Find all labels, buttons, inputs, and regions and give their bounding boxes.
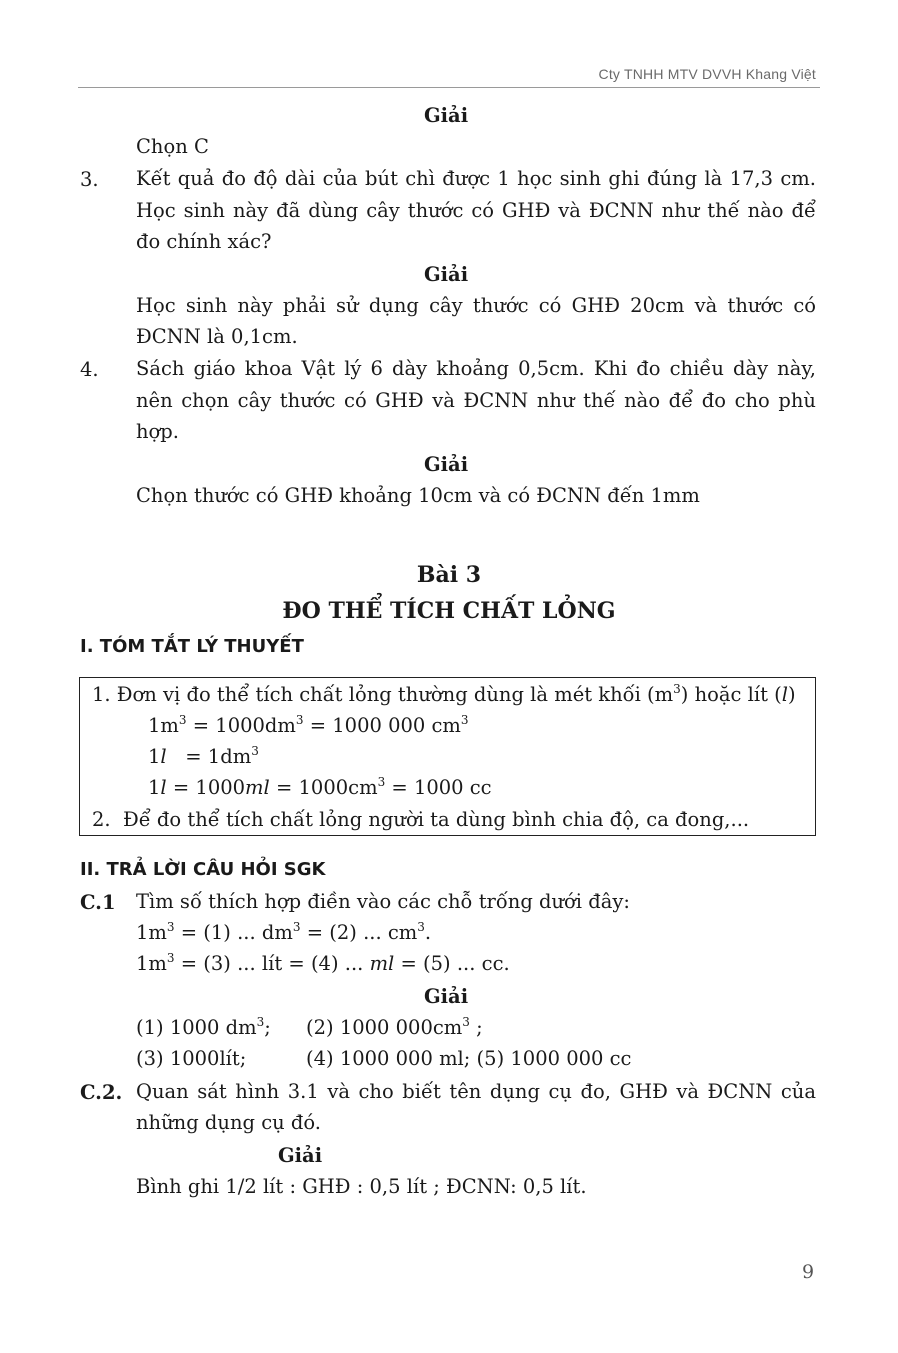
section-theory-heading: I. TÓM TẮT LÝ THUYẾT bbox=[80, 636, 304, 657]
c2-label: C.2. bbox=[80, 1081, 123, 1104]
c1-line-2: $1m^3 = (1)$ ... $dm^3 = (2)$ ... $cm^3$. bbox=[136, 920, 432, 944]
c1-question: Tìm số thích hợp điền vào các chỗ trống dưới đây: bbox=[136, 890, 630, 913]
c1-answer-4: (4) 1000 000 ml; (5) 1000 000 cc bbox=[306, 1047, 632, 1070]
q4-line-2: nên chọn cây thước có GHĐ và ĐCNN như thế nào để đo cho phù bbox=[136, 389, 816, 412]
c1-answer-2: (2) 1000 $000cm^3$ ; bbox=[306, 1015, 483, 1039]
theory-equation-3: $1l = 1000ml = 1000cm^3 = 1000$ cc bbox=[148, 775, 492, 799]
header-rule bbox=[78, 87, 820, 88]
c1-label: C.1 bbox=[80, 891, 116, 914]
q3-line-1: Kết quả đo độ dài của bút chì được 1 học sinh ghi đúng là 17,3 cm. bbox=[136, 167, 816, 190]
theory-equation-1: $1m^3 = 1000dm^3 = 1000$ 000 $cm^3$ bbox=[148, 713, 469, 737]
q4-line-1: Sách giáo khoa Vật lý 6 dày khoảng 0,5cm. Khi đo chiều dày này, bbox=[136, 357, 816, 380]
theory-item-1: 1. Đơn vị đo thể tích chất lỏng thường dùng là mét khối $(m^3)$ hoặc lít (l) bbox=[92, 682, 796, 706]
solution-heading-c2: Giải bbox=[278, 1144, 323, 1167]
publisher-header: Cty TNHH MTV DVVH Khang Việt bbox=[598, 66, 816, 82]
q3-line-3: đo chính xác? bbox=[136, 230, 272, 253]
q3-line-2: Học sinh này đã dùng cây thước có GHĐ và ĐCNN như thế nào để bbox=[136, 199, 816, 222]
lesson-number: Bài 3 bbox=[416, 562, 482, 588]
c1-answer-1: (1) 1000 $dm^3$; bbox=[136, 1015, 271, 1039]
c2-answer: Bình ghi 1/2 lít : GHĐ : 0,5 lít ; ĐCNN: 0,5 lít. bbox=[136, 1175, 587, 1198]
c1-answer-3: (3) 1000lít; bbox=[136, 1047, 247, 1070]
c2-line-2: những dụng cụ đó. bbox=[136, 1111, 321, 1134]
solution-heading-2: Giải bbox=[424, 104, 469, 127]
lesson-title: ĐO THỂ TÍCH CHẤT LỎNG bbox=[282, 598, 616, 624]
q4-line-3: hợp. bbox=[136, 420, 179, 443]
theory-equation-2: $1l = 1dm^3$ bbox=[148, 744, 259, 768]
c2-line-1: Quan sát hình 3.1 và cho biết tên dụng cụ đo, GHĐ và ĐCNN của bbox=[136, 1080, 816, 1103]
q4-answer: Chọn thước có GHĐ khoảng 10cm và có ĐCNN đến 1mm bbox=[136, 484, 700, 507]
q3-answer-line-2: ĐCNN là 0,1cm. bbox=[136, 325, 298, 348]
solution-heading-c1: Giải bbox=[424, 985, 469, 1008]
q3-number: 3. bbox=[80, 168, 99, 191]
theory-item-2: 2. Để đo thể tích chất lỏng người ta dùng bình chia độ, ca đong,... bbox=[92, 808, 750, 831]
solution-heading-3: Giải bbox=[424, 263, 469, 286]
q4-number: 4. bbox=[80, 358, 99, 381]
q3-answer-line-1: Học sinh này phải sử dụng cây thước có GHĐ 20cm và thước có bbox=[136, 294, 816, 317]
q2-answer: Chọn C bbox=[136, 135, 209, 158]
c1-line-3: $1m^3 = (3)$ ... lít = (4) ... ml = (5) ... cc. bbox=[136, 951, 510, 975]
section-answers-heading: II. TRẢ LỜI CÂU HỎI SGK bbox=[80, 859, 326, 880]
solution-heading-4: Giải bbox=[424, 453, 469, 476]
page-number: 9 bbox=[802, 1261, 815, 1283]
